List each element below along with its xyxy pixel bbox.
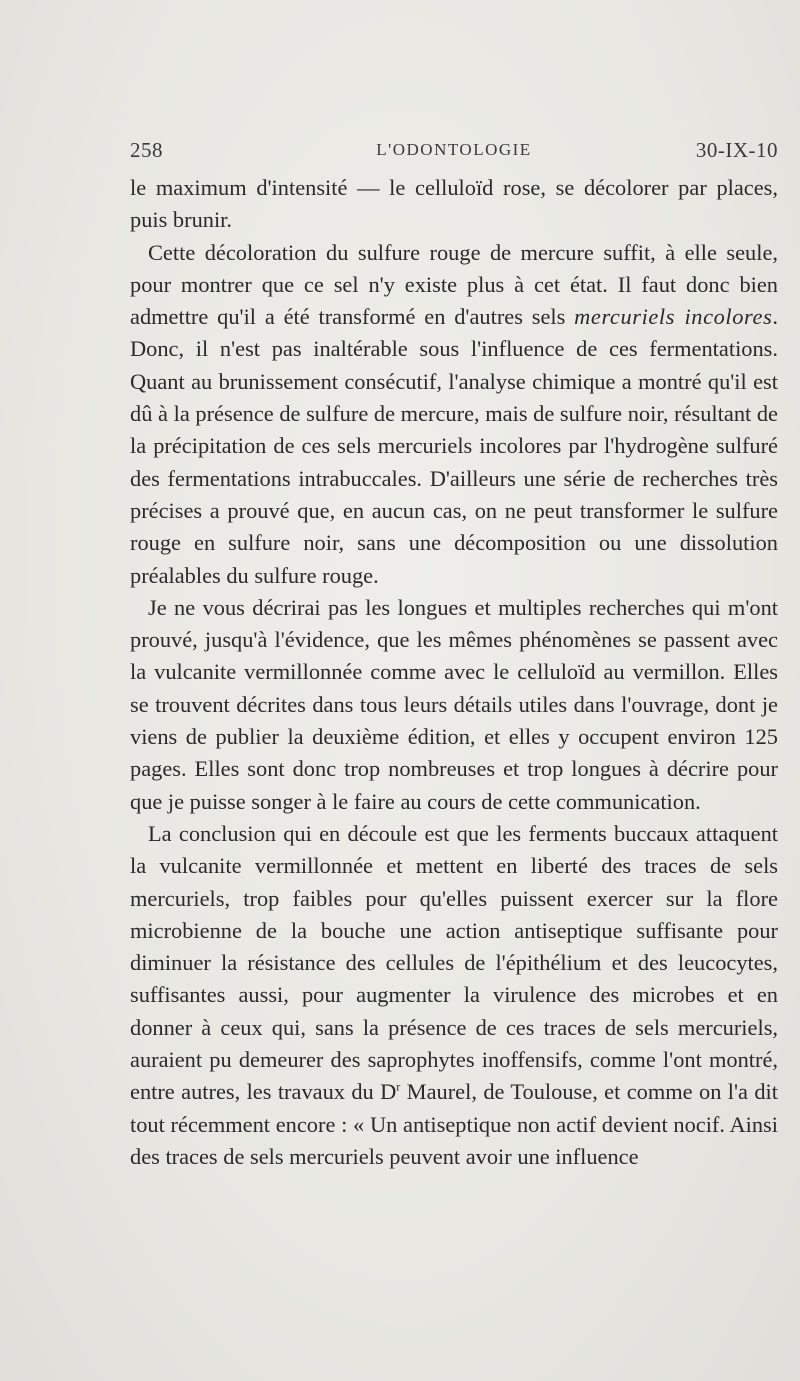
journal-title: L'ODONTOLOGIE bbox=[376, 140, 532, 159]
issue-date: 30-IX-10 bbox=[695, 138, 778, 162]
paragraph-decoloration bbox=[130, 237, 778, 592]
running-header bbox=[130, 138, 778, 168]
paragraph-text: La conclusion qui en découle est que les ferments buccaux attaquent la vulcanite vermillonnée et mettent en liberté des traces de sels mercuriels, trop faibles pour qu'elles puissent exercer sur la flore microbienne de la bouche une action antiseptique suffisante pour diminuer la résistance des cellules de l'épithélium et des leucocytes, suffisantes aussi, pour augmenter la virulence des microbes et en donner à ceux qui, sans la présence de ces traces de sels mercuriels, auraient pu demeurer des saprophytes inoffensifs, comme l'ont montré, entre autres, les travaux du D bbox=[130, 820, 778, 1105]
superscript: r bbox=[396, 1079, 401, 1094]
page-number: 258 bbox=[130, 138, 163, 162]
paragraph-text: . Donc, il n'est pas inaltérable sous l'influence de ces fermentations. Quant au brunissement consécutif, l'analyse chimique a montré qu'il est dû à la présence de sulfure de mercure, mais de sulfure noir, résultant de la précipitation de ces sels mercuriels incolores par l'hydrogène sulfuré des fermentations intrabuccales. D'ailleurs une série de recherches très précises a prouvé que, en aucun cas, on ne peut transformer le sulfure rouge en sulfure noir, sans une décomposition ou une dissolution préalables du sulfure rouge. bbox=[130, 304, 778, 588]
paragraph-conclusion bbox=[130, 818, 778, 1173]
paragraph-text: Maurel, de Toulouse, et comme on l'a dit tout récemment encore : « Un antiseptique non actif devient nocif. Ainsi des traces de sels mercuriels peuvent avoir une influence bbox=[130, 1079, 778, 1169]
paragraph-text: Cette décoloration du sulfure rouge de mercure suffit, à elle seule, pour montrer que ce sel n'y existe plus à cet état. Il faut donc bien admettre qu'il a été transformé en d'autres sels bbox=[130, 239, 778, 330]
paragraph-recherches: Je ne vous décrirai pas les longues et multiples recherches qui m'ont prouvé, jusqu'à l'évidence, que les mêmes phénomènes se passent avec la vulcanite vermillonnée comme avec le celluloïd au vermillon. Elles se trouvent décrites dans tous leurs détails utiles dans l'ouvrage, dont je viens de publier la deuxième édition, et elles y occupent environ 125 pages. Elles sont donc trop nombreuses et trop longues à décrire pour que je puisse songer à le faire au cours de cette communication. bbox=[130, 594, 778, 814]
body-text bbox=[130, 172, 778, 1173]
italic-term: mercuriels incolores bbox=[574, 304, 773, 330]
paragraph-continuation: le maximum d'intensité — le celluloïd rose, se décolorer par places, puis brunir. bbox=[130, 175, 778, 233]
